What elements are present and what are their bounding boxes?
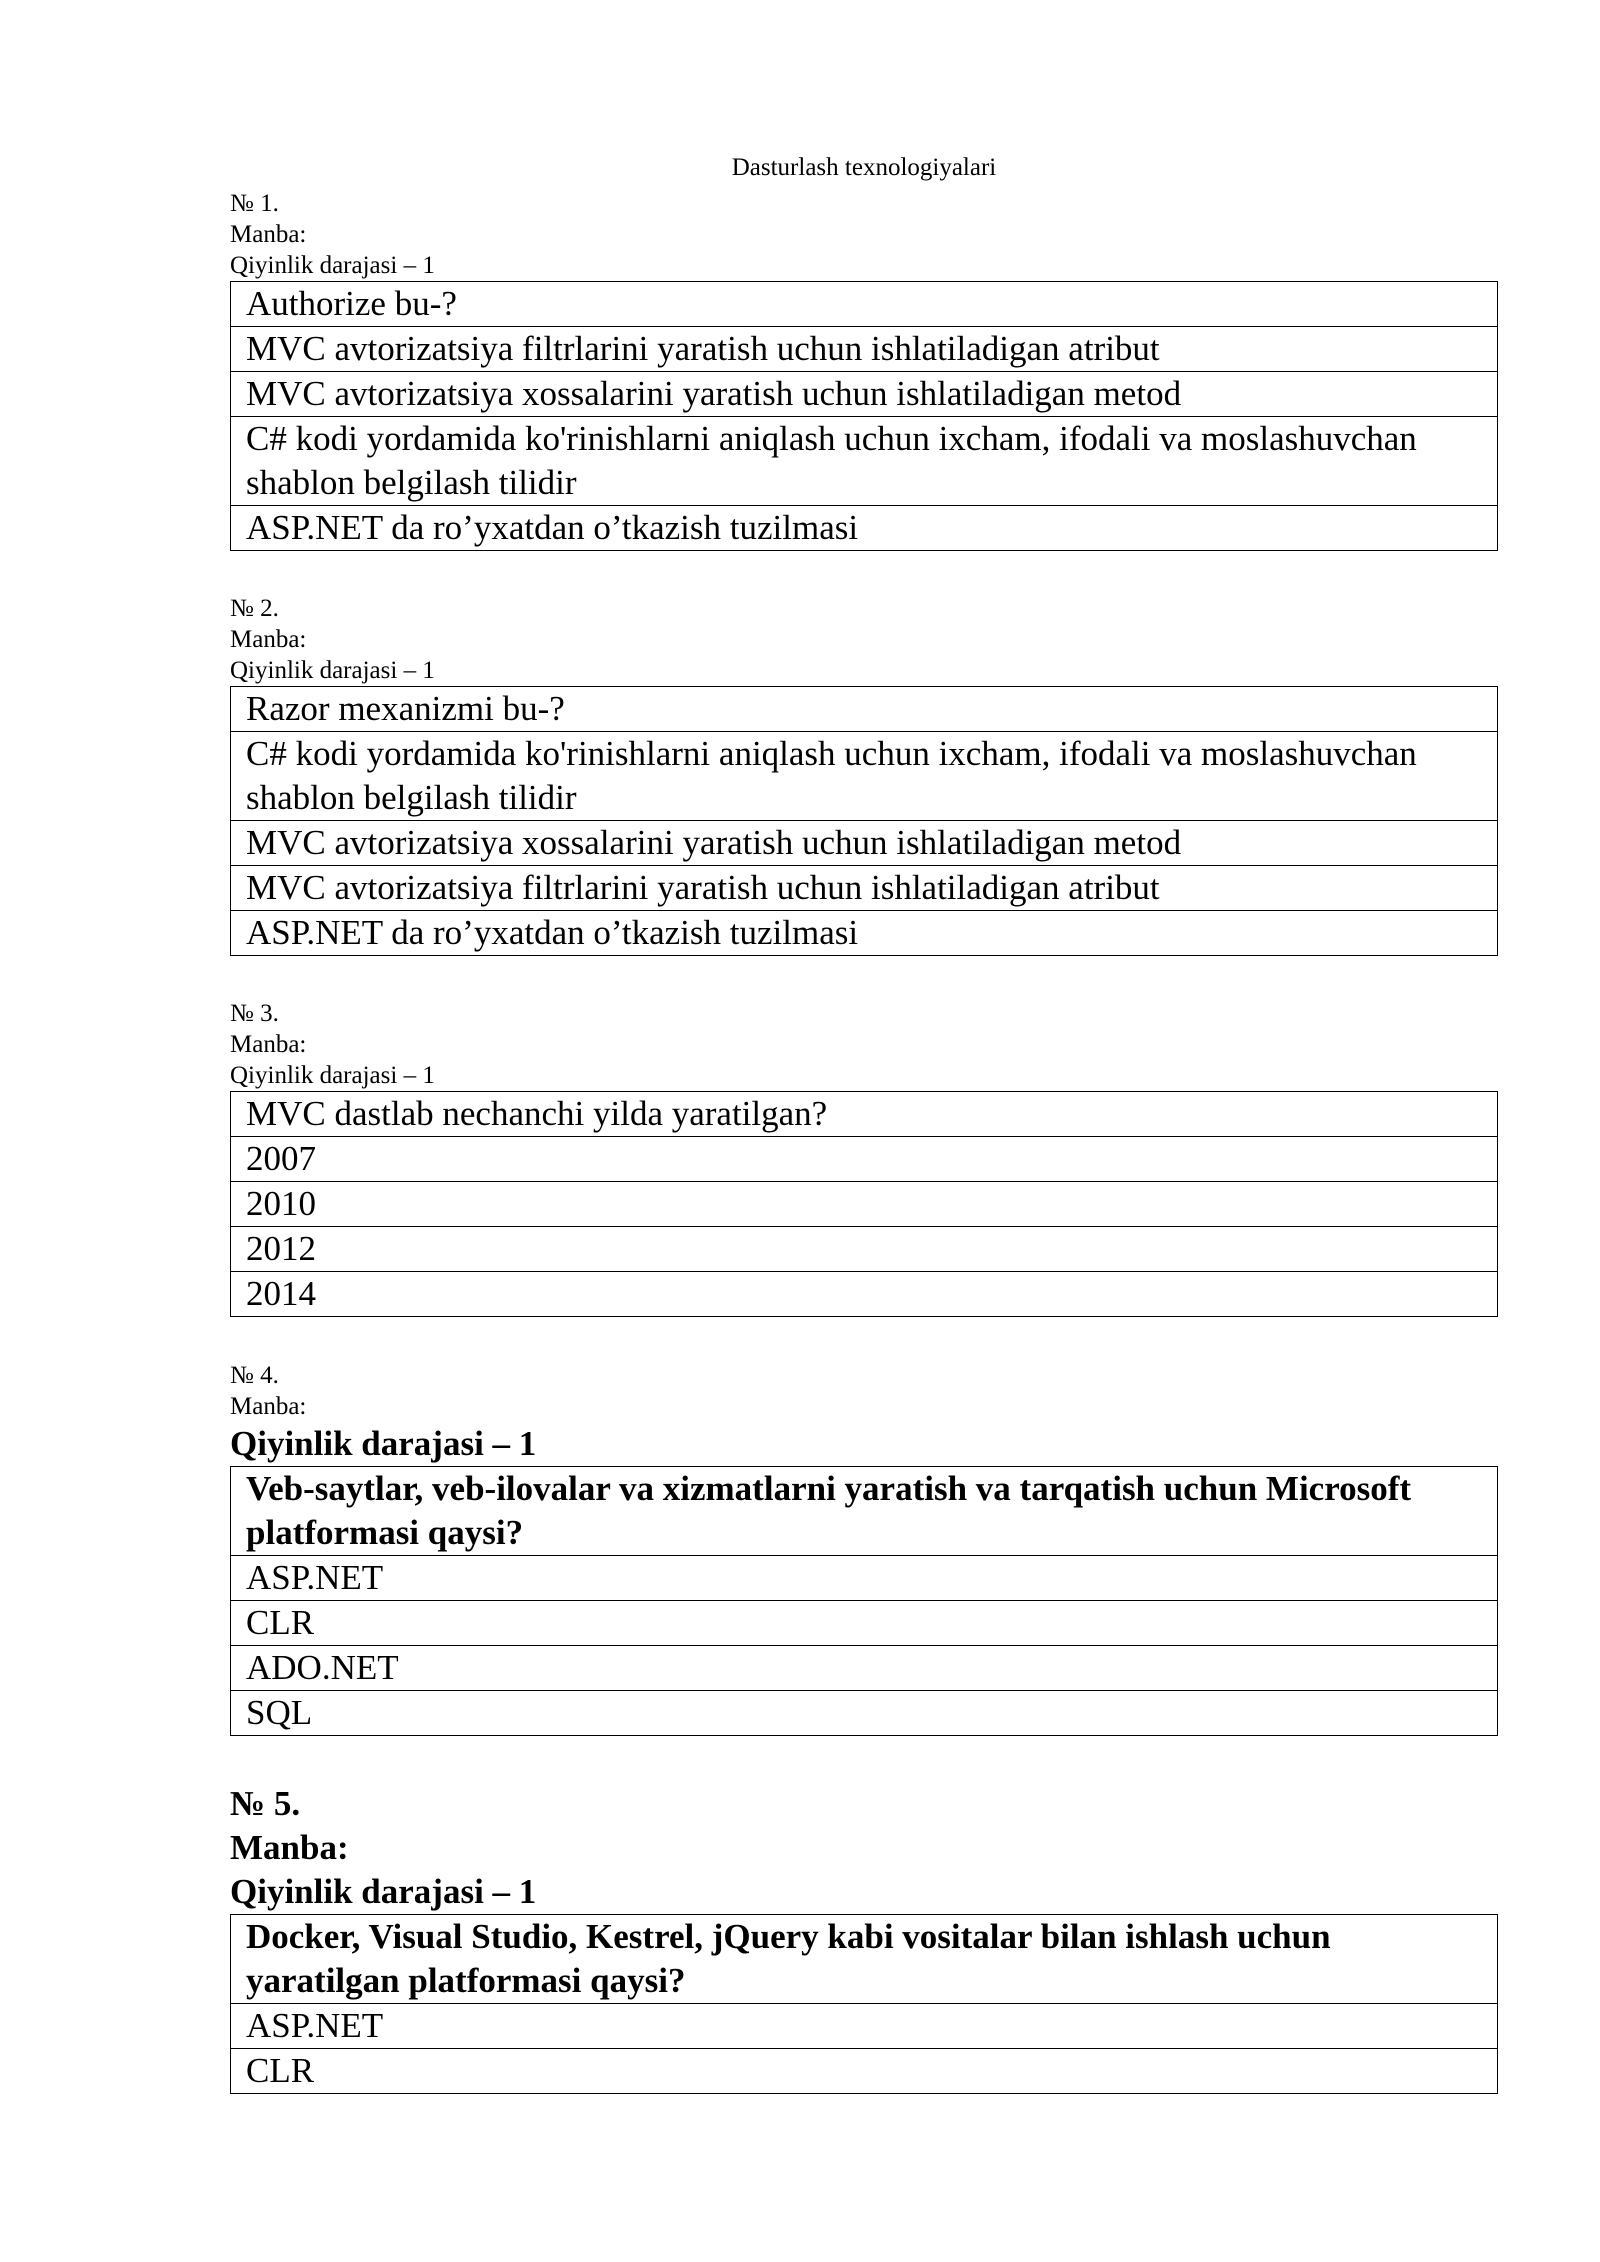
answer-row <box>231 911 1498 956</box>
answer-row <box>231 1227 1498 1272</box>
answer-option: 2010 <box>231 1182 1498 1227</box>
answer-row <box>231 327 1498 372</box>
question-difficulty: Qiyinlik darajasi – 1 <box>230 252 435 279</box>
answer-option: 2007 <box>231 1137 1498 1182</box>
question-text: Veb-saytlar, veb-ilovalar va xizmatlarni yaratish va tarqatish uchun Microsoft platformasi qaysi? <box>231 1467 1498 1556</box>
answer-row <box>231 866 1498 911</box>
answer-row <box>231 506 1498 551</box>
answer-option: C# kodi yordamida ko'rinishlarni aniqlash uchun ixcham, ifodali va moslashuvchan shablon belgilash tilidir <box>231 732 1498 821</box>
answer-option: MVC avtorizatsiya filtrlarini yaratish uchun ishlatiladigan atribut <box>231 866 1498 911</box>
answer-option: C# kodi yordamida ko'rinishlarni aniqlash uchun ixcham, ifodali va moslashuvchan shablon belgilash tilidir <box>231 417 1498 506</box>
question-row <box>231 1467 1498 1556</box>
answer-row <box>231 1691 1498 1736</box>
answer-row <box>231 1137 1498 1182</box>
answer-option: 2012 <box>231 1227 1498 1272</box>
question-row <box>231 1915 1498 2004</box>
answer-option: MVC avtorizatsiya xossalarini yaratish uchun ishlatiladigan metod <box>231 821 1498 866</box>
answer-option: CLR <box>231 1601 1498 1646</box>
question-number: № 4. <box>230 1362 279 1389</box>
question-number: № 3. <box>230 1000 279 1027</box>
answer-row <box>231 732 1498 821</box>
question-table <box>230 1914 1498 2094</box>
answer-row <box>231 2004 1498 2049</box>
question-block-1 <box>230 188 1498 551</box>
answer-row <box>231 1272 1498 1317</box>
question-table <box>230 1466 1498 1736</box>
answer-option: CLR <box>231 2049 1498 2094</box>
question-number: № 5. <box>230 1784 301 1823</box>
document-title: Dasturlash texnologiyalari <box>731 154 997 181</box>
answer-option: MVC avtorizatsiya filtrlarini yaratish uchun ishlatiladigan atribut <box>231 327 1498 372</box>
question-source: Manba: <box>230 1031 307 1058</box>
question-text: Razor mexanizmi bu-? <box>231 687 1498 732</box>
question-block-3 <box>230 998 1498 1317</box>
answer-row <box>231 1646 1498 1691</box>
question-source: Manba: <box>230 221 307 248</box>
answer-option: SQL <box>231 1691 1498 1736</box>
answer-row <box>231 372 1498 417</box>
question-number: № 2. <box>230 595 279 622</box>
answer-option: ASP.NET <box>231 2004 1498 2049</box>
answer-option: MVC avtorizatsiya xossalarini yaratish uchun ishlatiladigan metod <box>231 372 1498 417</box>
question-difficulty: Qiyinlik darajasi – 1 <box>230 657 435 684</box>
question-difficulty: Qiyinlik darajasi – 1 <box>230 1872 537 1911</box>
question-number: № 1. <box>230 190 279 217</box>
question-block-4 <box>230 1360 1498 1736</box>
answer-row <box>231 821 1498 866</box>
answer-option: ASP.NET <box>231 1556 1498 1601</box>
question-row <box>231 282 1498 327</box>
question-row <box>231 687 1498 732</box>
question-text: MVC dastlab nechanchi yilda yaratilgan? <box>231 1092 1498 1137</box>
question-source: Manba: <box>230 626 307 653</box>
question-text: Docker, Visual Studio, Kestrel, jQuery kabi vositalar bilan ishlash uchun yaratilgan platformasi qaysi? <box>231 1915 1498 2004</box>
question-table <box>230 686 1498 956</box>
question-source: Manba: <box>230 1828 349 1867</box>
question-source: Manba: <box>230 1393 307 1420</box>
question-block-2 <box>230 593 1498 956</box>
answer-row <box>231 1182 1498 1227</box>
answer-row <box>231 1601 1498 1646</box>
question-difficulty: Qiyinlik darajasi – 1 <box>230 1062 435 1089</box>
question-table <box>230 1091 1498 1317</box>
question-difficulty: Qiyinlik darajasi – 1 <box>230 1424 537 1463</box>
question-block-5 <box>230 1782 1498 2094</box>
answer-row <box>231 2049 1498 2094</box>
question-text: Authorize bu-? <box>231 282 1498 327</box>
question-table <box>230 281 1498 551</box>
answer-row <box>231 1556 1498 1601</box>
answer-option: ASP.NET da ro’yxatdan o’tkazish tuzilmasi <box>231 506 1498 551</box>
answer-option: ADO.NET <box>231 1646 1498 1691</box>
answer-option: ASP.NET da ro’yxatdan o’tkazish tuzilmasi <box>231 911 1498 956</box>
answer-row <box>231 417 1498 506</box>
question-row <box>231 1092 1498 1137</box>
answer-option: 2014 <box>231 1272 1498 1317</box>
